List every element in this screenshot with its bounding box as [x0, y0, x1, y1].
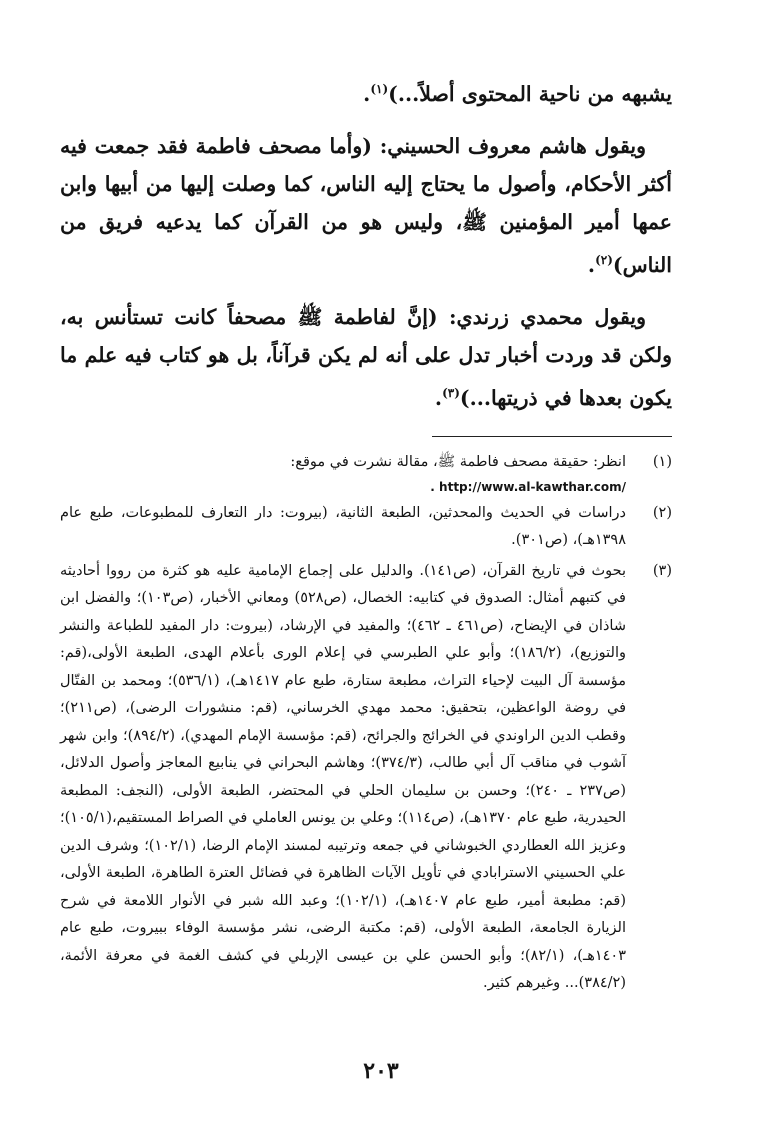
- footnotes: [60, 449, 672, 998]
- footnote-1: [60, 449, 672, 497]
- footnote-ref-3: (٣): [442, 385, 460, 400]
- book-page: [60, 70, 672, 1094]
- paragraph-3: ويقول محمدي زرندي: (إنَّ لفاطمة ﷺ مصحفاً كانت تستأنس به، ولكن قد وردت أخبار تدل على أنه لم يكن قرآناً، بل هو كتاب فيه علم ما يكون بعدها في ذريتها...)$^{(٣)}$.: [60, 304, 672, 410]
- footnote-ref-2: (٢): [595, 252, 613, 267]
- footnote-text: دراسات في الحديث والمحدثين، الطبعة الثانية، (بيروت: دار التعارف للمطبوعات، طبع عام ١٣٩٨هـ)، (ص٣٠١).: [60, 504, 626, 549]
- footnote-3: [60, 558, 672, 998]
- footnote-ref-1: (١): [370, 82, 389, 96]
- footnote-url: . http://www.al-kawthar.com/: [430, 479, 626, 494]
- page-number: ٢٠٣: [363, 1058, 399, 1084]
- footnote-separator: [432, 436, 672, 437]
- footnote-number: (٣): [652, 562, 672, 579]
- footnote-number: (٢): [652, 504, 672, 521]
- main-text: [60, 70, 672, 416]
- paragraph-2: ويقول هاشم معروف الحسيني: (وأما مصحف فاطمة فقد جمعت فيه أكثر الأحكام، وأصول ما يحتاج إليه الناس، كما وصلت إليها من أبيها وابن عمها أمير المؤمنين ﷺ، وليس هو من القرآن كما يدعيه فريق من الناس)$^{(٢)}$.: [60, 133, 672, 277]
- footnote-number: (١): [652, 454, 672, 471]
- footnote-2: [60, 500, 672, 555]
- footnote-text: انظر: حقيقة مصحف فاطمة ﷺ، مقالة نشرت في موقع:: [290, 454, 626, 471]
- footnote-text: بحوث في تاريخ القرآن، (ص١٤١). والدليل على إجماع الإمامية عليه هو كثرة من رووا أحاديثه في كتبهم أمثال: الصدوق في كتابيه: الخصال، (ص٥٢٨) ومعاني الأخبار، (ص١٠٣)؛ والفضل ابن شاذان في الإيضاح، (ص٤٦١ ـ ٤٦٢)؛ والمفيد في الإرشاد، (بيروت: دار المفيد للطباعة والنشر والتوزيع)، (١٨٦/٢)؛ وأبو علي الطبرسي في إعلام الورى بأعلام الهدى، الطبعة الأولى،(قم: مؤسسة آل البيت لإحياء التراث، مطبعة ستارة، طبع عام ١٤١٧هـ)، (٥٣٦/١)؛ ومحمد بن الفتّال في روضة الواعظين، بتحقيق: محمد مهدي الخرساني، (قم: منشورات الرضى)، (ص٢١١)؛ وقطب الدين الراوندي في الخرائج والجرائح، (قم: مؤسسة الإمام المهدي)، (٨٩٤/٢)؛ وابن شهر آشوب في مناقب آل أبي طالب، (٣٧٤/٣)؛ وهاشم البحراني في ينابيع المعاجز وأصول الدلائل، (ص٢٣٧ ـ ٢٤٠)؛ وحسن بن سليمان الحلي في المحتضر، الطبعة الأولى، (النجف: المطبعة الحيدرية، طبع عام ١٣٧٠هـ)، (ص١١٤)؛ وعلي بن يونس العاملي في الصراط المستقيم،(١٠٥/١)؛ وعزيز الله العطاردي الخبوشاني في جمعه وترتيبه لمسند الإمام الرضا، (١٠٢/١)؛ وشرف الدين علي الحسيني الاسترابادي في تأويل الآيات الظاهرة في فضائل العترة الطاهرة، الطبعة الأولى،(قم: مطبعة أمير، طبع عام ١٤٠٧هـ)، (١٠٢/١)؛ وعبد الله شبر في الأنوار اللامعة في شرح الزيارة الجامعة، الطبعة الأولى، (قم: مكتبة الرضى، نشر مؤسسة الوفاء ببيروت، طبع عام ١٤٠٣هـ)، (٨٢/١)؛ وأبو الحسن علي بن عيسى الإربلي في كشف الغمة في معرفة الأئمة، (٣٨٤/٢)... وغيرهم كثير.: [60, 562, 627, 992]
- paragraph-1: يشبهه من ناحية المحتوى أصلاً...)$^{(١)}$.: [363, 81, 672, 106]
